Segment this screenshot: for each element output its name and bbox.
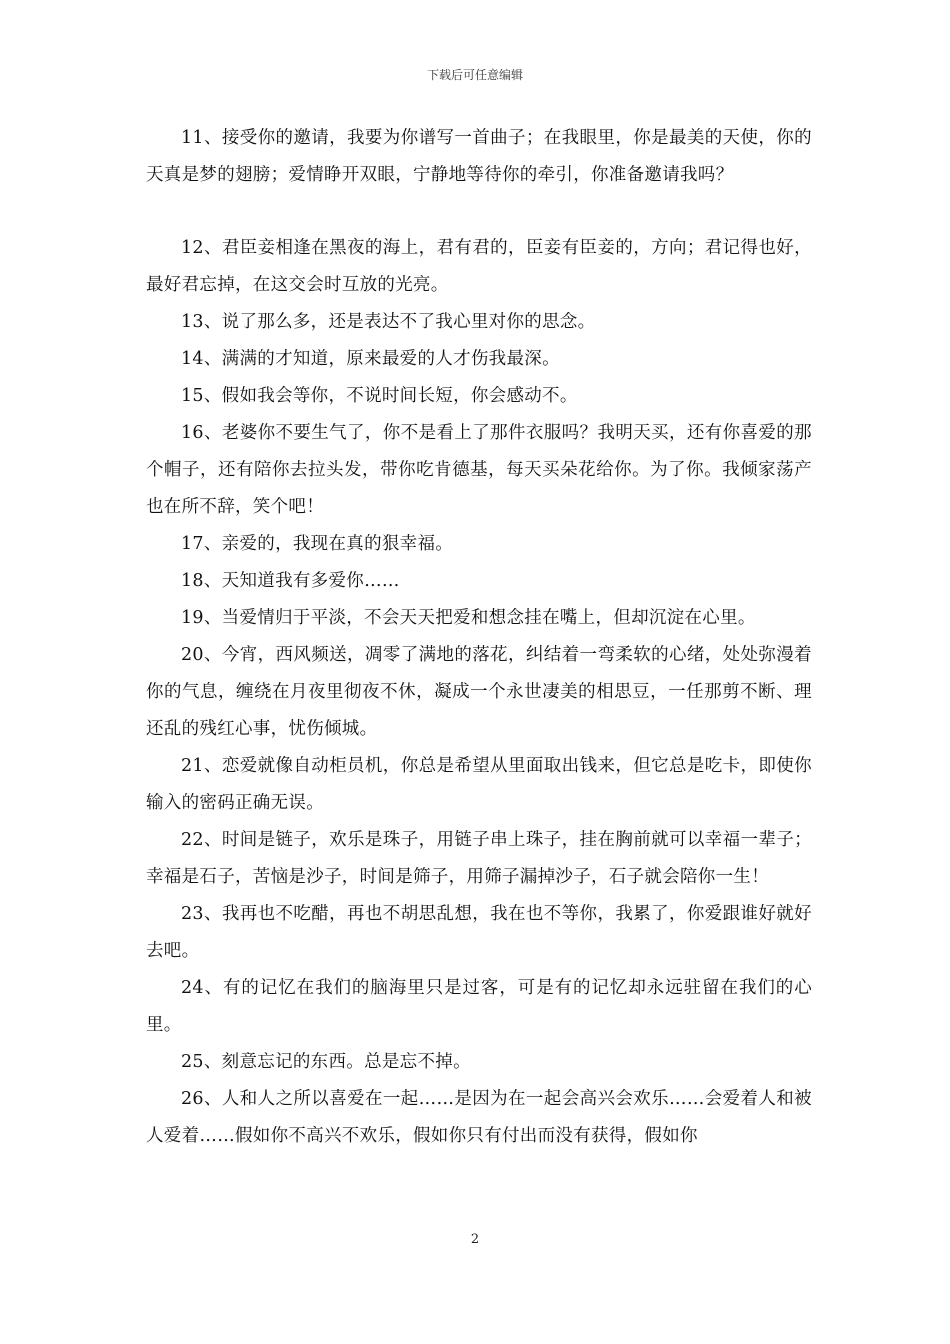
paragraph-15: 15、假如我会等你，不说时间长短，你会感动不。 [181,386,578,406]
paragraph-20: 20、今宵，西风频送，凋零了满地的落花，纠结着一弯柔软的心绪，处处弥漫着你的气息，缠绕在月夜里彻夜不休，凝成一个永世凄美的相思豆，一任那剪不断、理还乱的残红心事，忧伤倾城。 [146,645,812,739]
paragraph-13: 13、说了那么多，还是表达不了我心里对你的思念。 [181,312,596,332]
paragraph-14: 14、满满的才知道，原来最爱的人才伤我最深。 [181,349,560,369]
paragraph-gap [146,194,812,230]
document-body [146,120,812,1155]
paragraph-16: 16、老婆你不要生气了，你不是看上了那件衣服吗？我明天买，还有你喜爱的那个帽子，还有陪你去拉头发，带你吃肯德基，每天买朵花给你。为了你。我倾家荡产也在所不辞，笑个吧！ [146,423,812,517]
paragraph-17: 17、亲爱的，我现在真的狠幸福。 [181,534,454,554]
paragraph-18: 18、天知道我有多爱你…… [181,571,400,591]
paragraph-12: 12、君臣妾相逢在黑夜的海上，君有君的，臣妾有臣妾的，方向；君记得也好，最好君忘掉，在这交会时互放的光亮。 [146,238,812,295]
page-header: 下载后可任意编辑 [426,68,523,82]
paragraph-19: 19、当爱情归于平淡，不会天天把爱和想念挂在嘴上，但却沉淀在心里。 [181,608,756,628]
page-number: 2 [470,1232,480,1247]
paragraph-23: 23、我再也不吃醋，再也不胡思乱想，我在也不等你，我累了，你爱跟谁好就好去吧。 [146,904,812,961]
paragraph-24: 24、有的记忆在我们的脑海里只是过客，可是有的记忆却永远驻留在我们的心里。 [146,978,812,1035]
paragraph-25: 25、刻意忘记的东西。总是忘不掉。 [181,1052,471,1072]
paragraph-11: 11、接受你的邀请，我要为你谱写一首曲子；在我眼里，你是最美的天使，你的天真是梦的翅膀；爱情睁开双眼，宁静地等待你的牵引，你准备邀请我吗？ [146,128,812,185]
paragraph-26: 26、人和人之所以喜爱在一起……是因为在一起会高兴会欢乐……会爱着人和被人爱着……假如你不高兴不欢乐，假如你只有付出而没有获得，假如你 [146,1089,812,1146]
paragraph-22: 22、时间是链子，欢乐是珠子，用链子串上珠子，挂在胸前就可以幸福一辈子；幸福是石子，苦恼是沙子，时间是筛子，用筛子漏掉沙子，石子就会陪你一生！ [146,830,812,887]
paragraph-21: 21、恋爱就像自动柜员机，你总是希望从里面取出钱来，但它总是吃卡，即使你输入的密码正确无误。 [146,756,812,813]
